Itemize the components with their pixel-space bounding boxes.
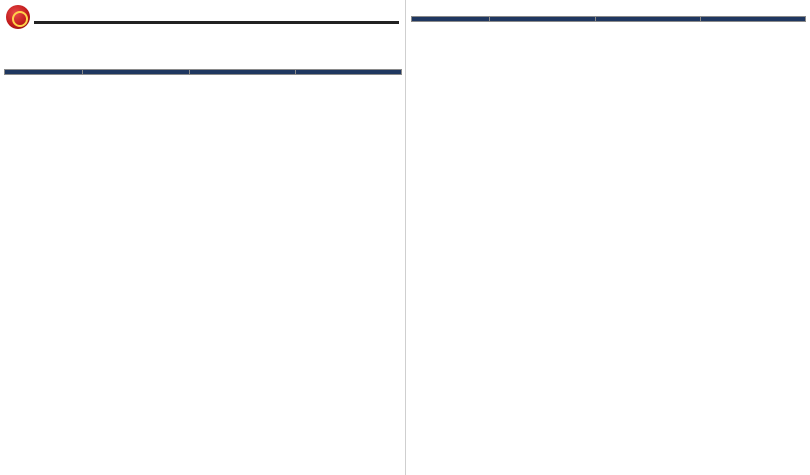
header-divider: [34, 21, 399, 24]
club-logo-icon: [6, 5, 30, 29]
col-header-good: [490, 17, 596, 22]
table-header-row: [5, 70, 402, 75]
col-header-criteria: [5, 70, 83, 75]
col-header-improve: [296, 70, 402, 75]
evaluation-guide: [412, 300, 804, 301]
page-right: [405, 0, 810, 475]
col-header-criteria: [412, 17, 490, 22]
table-header-row: [412, 17, 806, 22]
col-header-fair: [190, 70, 296, 75]
col-header-fair: [596, 17, 701, 22]
col-header-good: [83, 70, 190, 75]
col-header-improve: [701, 17, 806, 22]
document-header: [4, 3, 401, 43]
evaluation-table-right: [411, 16, 806, 22]
evaluation-table-left: [4, 69, 402, 75]
